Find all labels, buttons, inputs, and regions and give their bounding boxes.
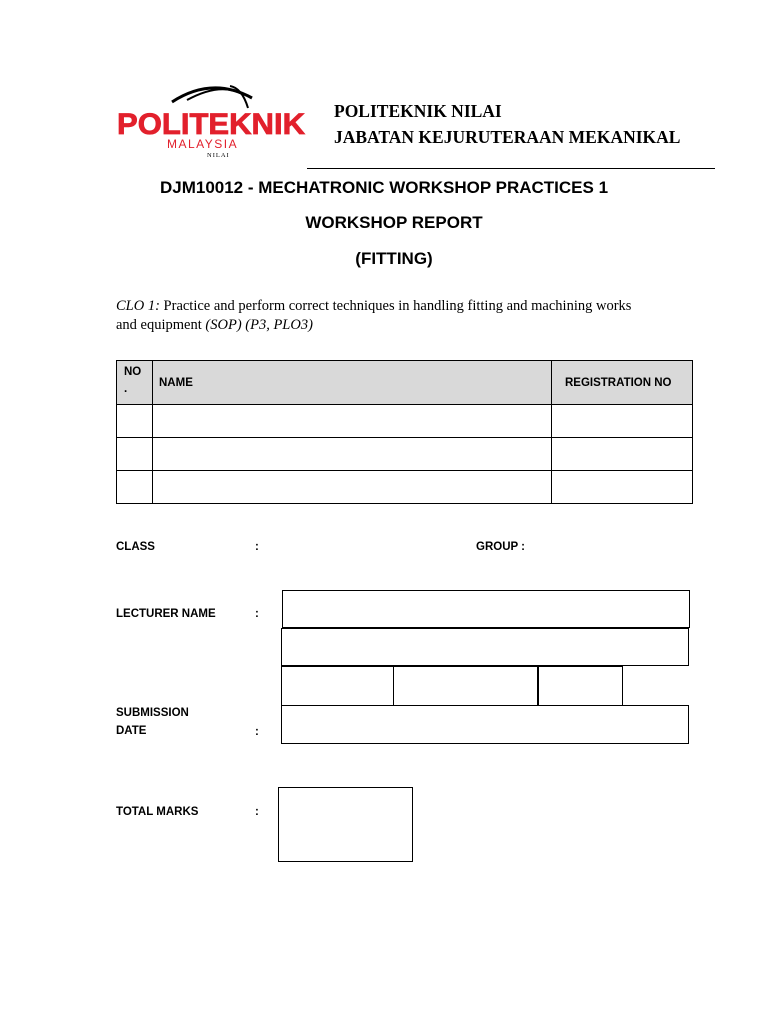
politeknik-logo xyxy=(112,78,312,160)
member-name-cell[interactable] xyxy=(153,438,552,471)
department-name: JABATAN KEJURUTERAAN MEKANIKAL xyxy=(334,127,681,147)
header-name: NAME xyxy=(153,361,552,405)
total-marks-colon: : xyxy=(255,806,259,818)
clo-label: CLO 1: xyxy=(116,298,160,314)
member-no-cell[interactable] xyxy=(117,471,153,504)
form-box-2[interactable] xyxy=(393,666,538,706)
header-registration: REGISTRATION NO xyxy=(552,361,693,405)
lecturer-name-field-2[interactable] xyxy=(281,628,689,666)
header-no xyxy=(117,361,153,405)
lecturer-name-label: LECTURER NAME xyxy=(116,608,216,620)
clo-text-line1: Practice and perform correct techniques in handling fitting and machining works xyxy=(159,298,632,314)
member-name-cell[interactable] xyxy=(153,405,552,438)
member-registration-cell[interactable] xyxy=(552,405,693,438)
total-marks-field[interactable] xyxy=(278,787,413,862)
form-box-1[interactable] xyxy=(281,666,394,706)
table-header-row xyxy=(117,361,693,405)
class-colon: : xyxy=(255,541,259,553)
member-registration-cell[interactable] xyxy=(552,471,693,504)
submission-colon: : xyxy=(255,726,259,738)
institution-name: POLITEKNIK NILAI xyxy=(334,101,502,121)
politeknik-logo-graphic xyxy=(112,78,312,160)
submission-label: SUBMISSION xyxy=(116,707,189,719)
section-title: (FITTING) xyxy=(355,249,433,268)
member-name-cell[interactable] xyxy=(153,471,552,504)
submission-date-field[interactable] xyxy=(281,705,689,744)
header-no-line1: NO xyxy=(124,366,142,378)
member-no-cell[interactable] xyxy=(117,405,153,438)
clo-tags: (SOP) (P3, PLO3) xyxy=(205,317,313,333)
clo-statement xyxy=(116,298,631,315)
logo-country: MALAYSIA xyxy=(167,137,239,151)
submission-date-label: DATE xyxy=(116,725,147,737)
member-registration-cell[interactable] xyxy=(552,438,693,471)
clo-text-line2: and equipment xyxy=(116,317,206,333)
report-title: WORKSHOP REPORT xyxy=(305,213,483,232)
class-label: CLASS xyxy=(116,541,155,553)
lecturer-colon: : xyxy=(255,608,259,620)
form-box-3[interactable] xyxy=(538,666,623,706)
total-marks-label: TOTAL MARKS xyxy=(116,806,199,818)
course-title: DJM10012 - MECHATRONIC WORKSHOP PRACTICES 1 xyxy=(159,178,609,197)
table-row xyxy=(117,438,693,471)
table-row xyxy=(117,405,693,438)
logo-wordmark: POLITEKNIK xyxy=(117,108,306,141)
lecturer-name-field[interactable] xyxy=(282,590,690,628)
member-no-cell[interactable] xyxy=(117,438,153,471)
members-table xyxy=(116,360,693,504)
group-label: GROUP : xyxy=(476,541,525,553)
clo-statement-continued xyxy=(116,317,313,334)
table-row xyxy=(117,471,693,504)
logo-campus: NILAI xyxy=(207,152,230,159)
header-divider xyxy=(307,168,715,169)
header-no-line2: . xyxy=(124,383,128,395)
